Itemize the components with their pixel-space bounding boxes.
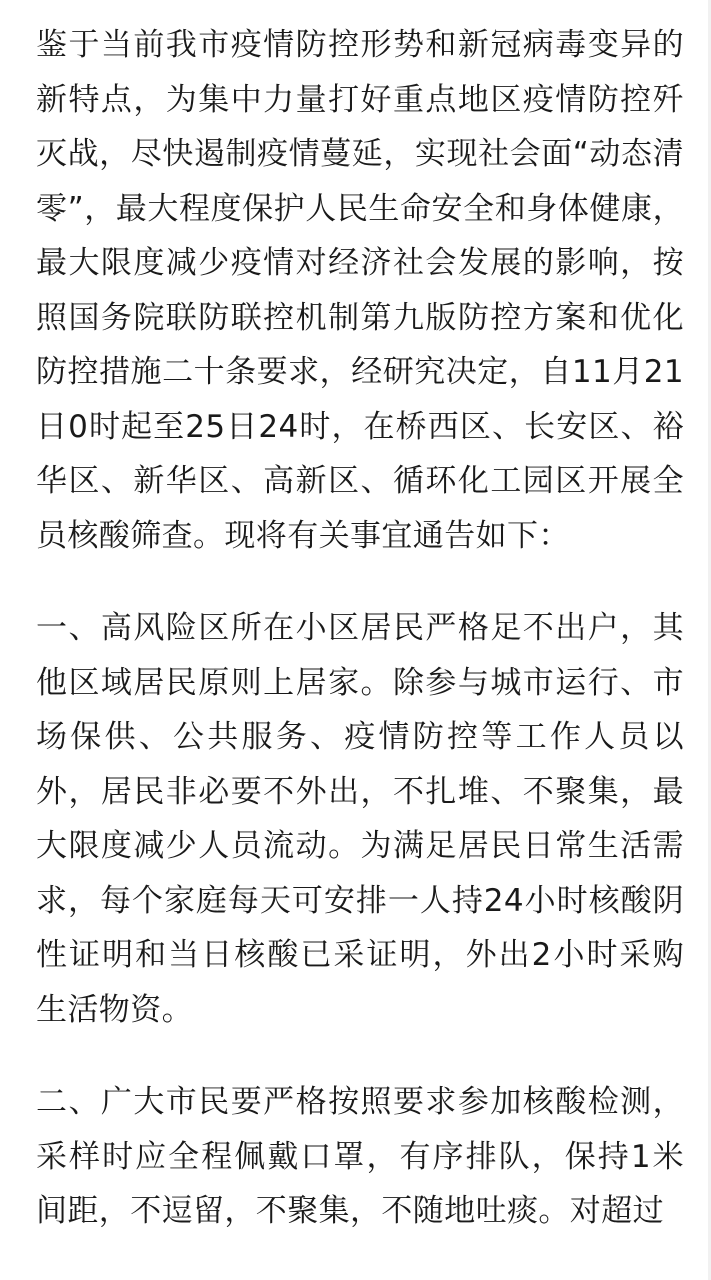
paragraph-intro: 鉴于当前我市疫情防控形势和新冠病毒变异的新特点，为集中力量打好重点地区疫情防控歼灭战，尽快遏制疫情蔓延，实现社会面“动态清零”，最大程度保护人民生命安全和身体健康，最大限度减少疫情对经济社会发展的影响，按照国务院联防联控机制第九版防控方案和优化防控措施二十条要求，经研究决定，自11月21日0时起至25日24时，在桥西区、长安区、裕华区、新华区、高新区、循环化工园区开展全员核酸筛查。现将有关事宜通告如下：: [36, 27, 684, 554]
paragraph-item-1: 一、高风险区所在小区居民严格足不出户，其他区域居民原则上居家。除参与城市运行、市场保供、公共服务、疫情防控等工作人员以外，居民非必要不外出，不扎堆、不聚集，最大限度减少人员流动。为满足居民日常生活需求，每个家庭每天可安排一人持24小时核酸阴性证明和当日核酸已采证明，外出2小时采购生活物资。: [36, 610, 684, 1028]
notice-article: [36, 18, 684, 1277]
paragraph-item-2: 二、广大市民要严格按照要求参加核酸检测，采样时应全程佩戴口罩，有序排队，保持1米间距，不逗留，不聚集，不随地吐痰。对超过: [36, 1084, 684, 1229]
